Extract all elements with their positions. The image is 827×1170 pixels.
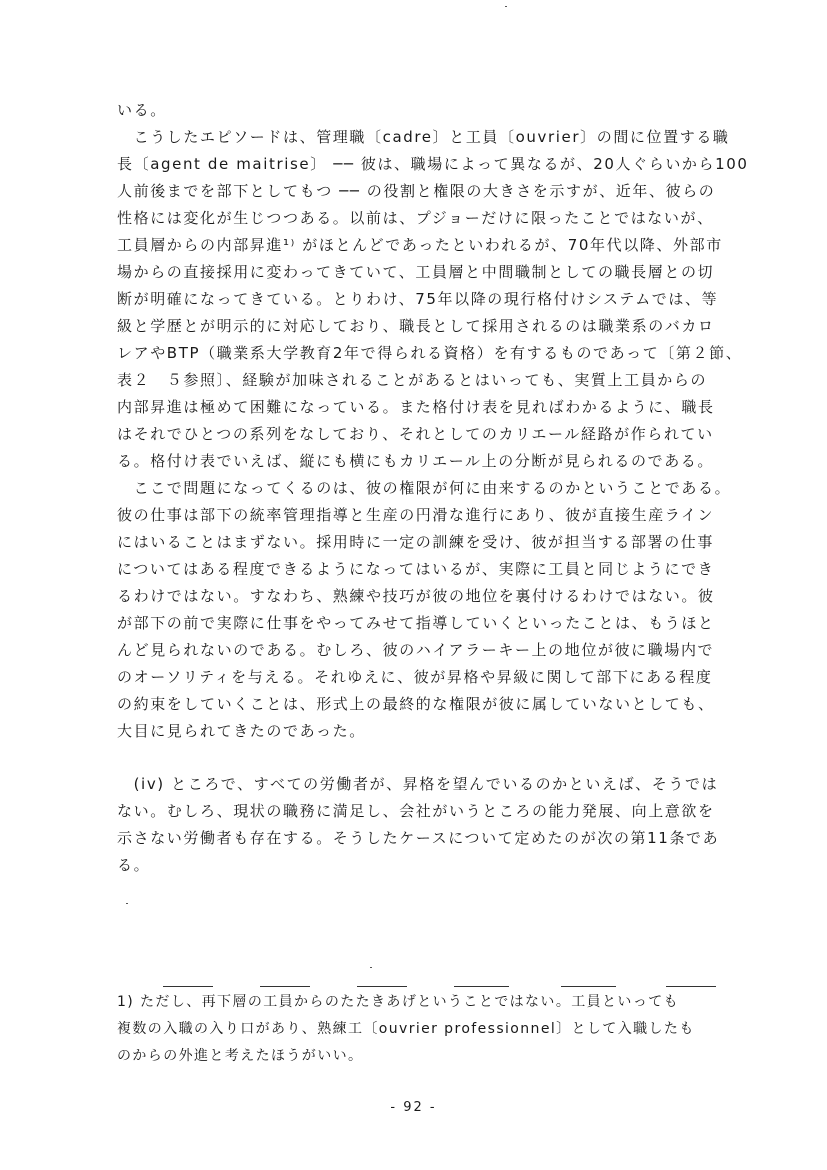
body-line: んど見られないのである。むしろ、彼のハイアラーキー上の地位が彼に職場内で [117,641,715,659]
body-line: る。格付け表でいえば、縦にも横にもカリエール上の分断が見られるのである。 [117,452,715,470]
body-line: レアやBTP（職業系大学教育2年で得られる資格）を有するものであって〔第２節、 [117,344,743,362]
footnote-line: 複数の入職の入り口があり、熟練工〔ouvrier professionnel〕として入職したも [117,1021,695,1037]
body-line: についてはある程度できるようになってはいるが、実際に工員と同じようにでき [117,560,715,578]
body-line: 断が明確になってきている。とりわけ、75年以降の現行格付けシステムでは、等 [117,290,719,308]
body-line: ない。むしろ、現状の職務に満足し、会社がいうところの能力発展、向上意欲を [117,802,715,820]
separator-dash [260,986,310,987]
body-line: 工員層からの内部昇進¹⁾ がほとんどであったといわれるが、70年代以降、外部市 [117,236,723,254]
body-line: こうしたエピソードは、管理職〔cadre〕と工員〔ouvrier〕の間に位置する職 [117,128,730,146]
scan-speck [126,903,128,904]
body-line: 長〔agent de maitrise〕 ── 彼は、職場によって異なるが、20人ぐらいから100 [117,155,749,173]
body-line: の約束をしていくことは、形式上の最終的な権限が彼に属していないとしても、 [117,695,715,713]
body-line: 表２ ５参照〕、経験が加味されることがあるとはいっても、実質上工員からの [117,371,708,389]
body-line: いる。 [117,101,167,119]
body-line: 大目に見られてきたのであった。 [117,722,366,740]
footnote-line: のからの外進と考えたほうがいい。 [117,1048,364,1064]
footnote-line: 1) ただし、再下層の工員からのたたきあげということではない。工員といっても [117,994,680,1010]
body-line: 級と学歴とが明示的に対応しており、職長として採用されるのは職業系のバカロ [117,317,715,335]
scan-speck [370,967,372,968]
separator-dash [454,986,509,987]
separator-dash [357,986,407,987]
body-line: 彼の仕事は部下の統率管理指導と生産の円滑な進行にあり、彼が直接生産ライン [117,506,715,524]
body-line: 内部昇進は極めて困難になっている。また格付け表を見ればわかるように、職長 [117,398,715,416]
separator-dash [163,986,213,987]
body-line: 場からの直接採用に変わってきていて、工員層と中間職制としての職長層との切 [117,263,715,281]
scan-speck [505,6,507,7]
page-number: - 92 - [390,1100,437,1115]
body-line: が部下の前で実際に仕事をやってみせて指導していくといったことは、もうほと [117,614,715,632]
body-line: るわけではない。すなわち、熟練や技巧が彼の地位を裏付けるわけではない。彼 [117,587,715,605]
body-line: 性格には変化が生じつつある。以前は、プジョーだけに限ったことではないが、 [117,209,714,227]
separator-dash [666,986,716,987]
body-line: のオーソリティを与える。それゆえに、彼が昇格や昇級に関して部下にある程度 [117,668,713,686]
separator-dash [561,986,616,987]
body-line: ここで問題になってくるのは、彼の権限が何に由来するのかということである。 [117,479,732,497]
body-line: 人前後までを部下としてもつ ── の役割と権限の大きさを示すが、近年、彼らの [117,182,716,200]
body-line: 示さない労働者も存在する。そうしたケースについて定めたのが次の第11条であ [117,829,720,847]
body-line: る。 [117,856,151,874]
body-line: はそれでひとつの系列をなしており、それとしてのカリエール経路が作られてい [117,425,714,443]
body-line: (iv) ところで、すべての労働者が、昇格を望んでいるのかといえば、そうでは [117,775,719,793]
body-line: にはいることはまずない。採用時に一定の訓練を受け、彼が担当する部署の仕事 [117,533,715,551]
